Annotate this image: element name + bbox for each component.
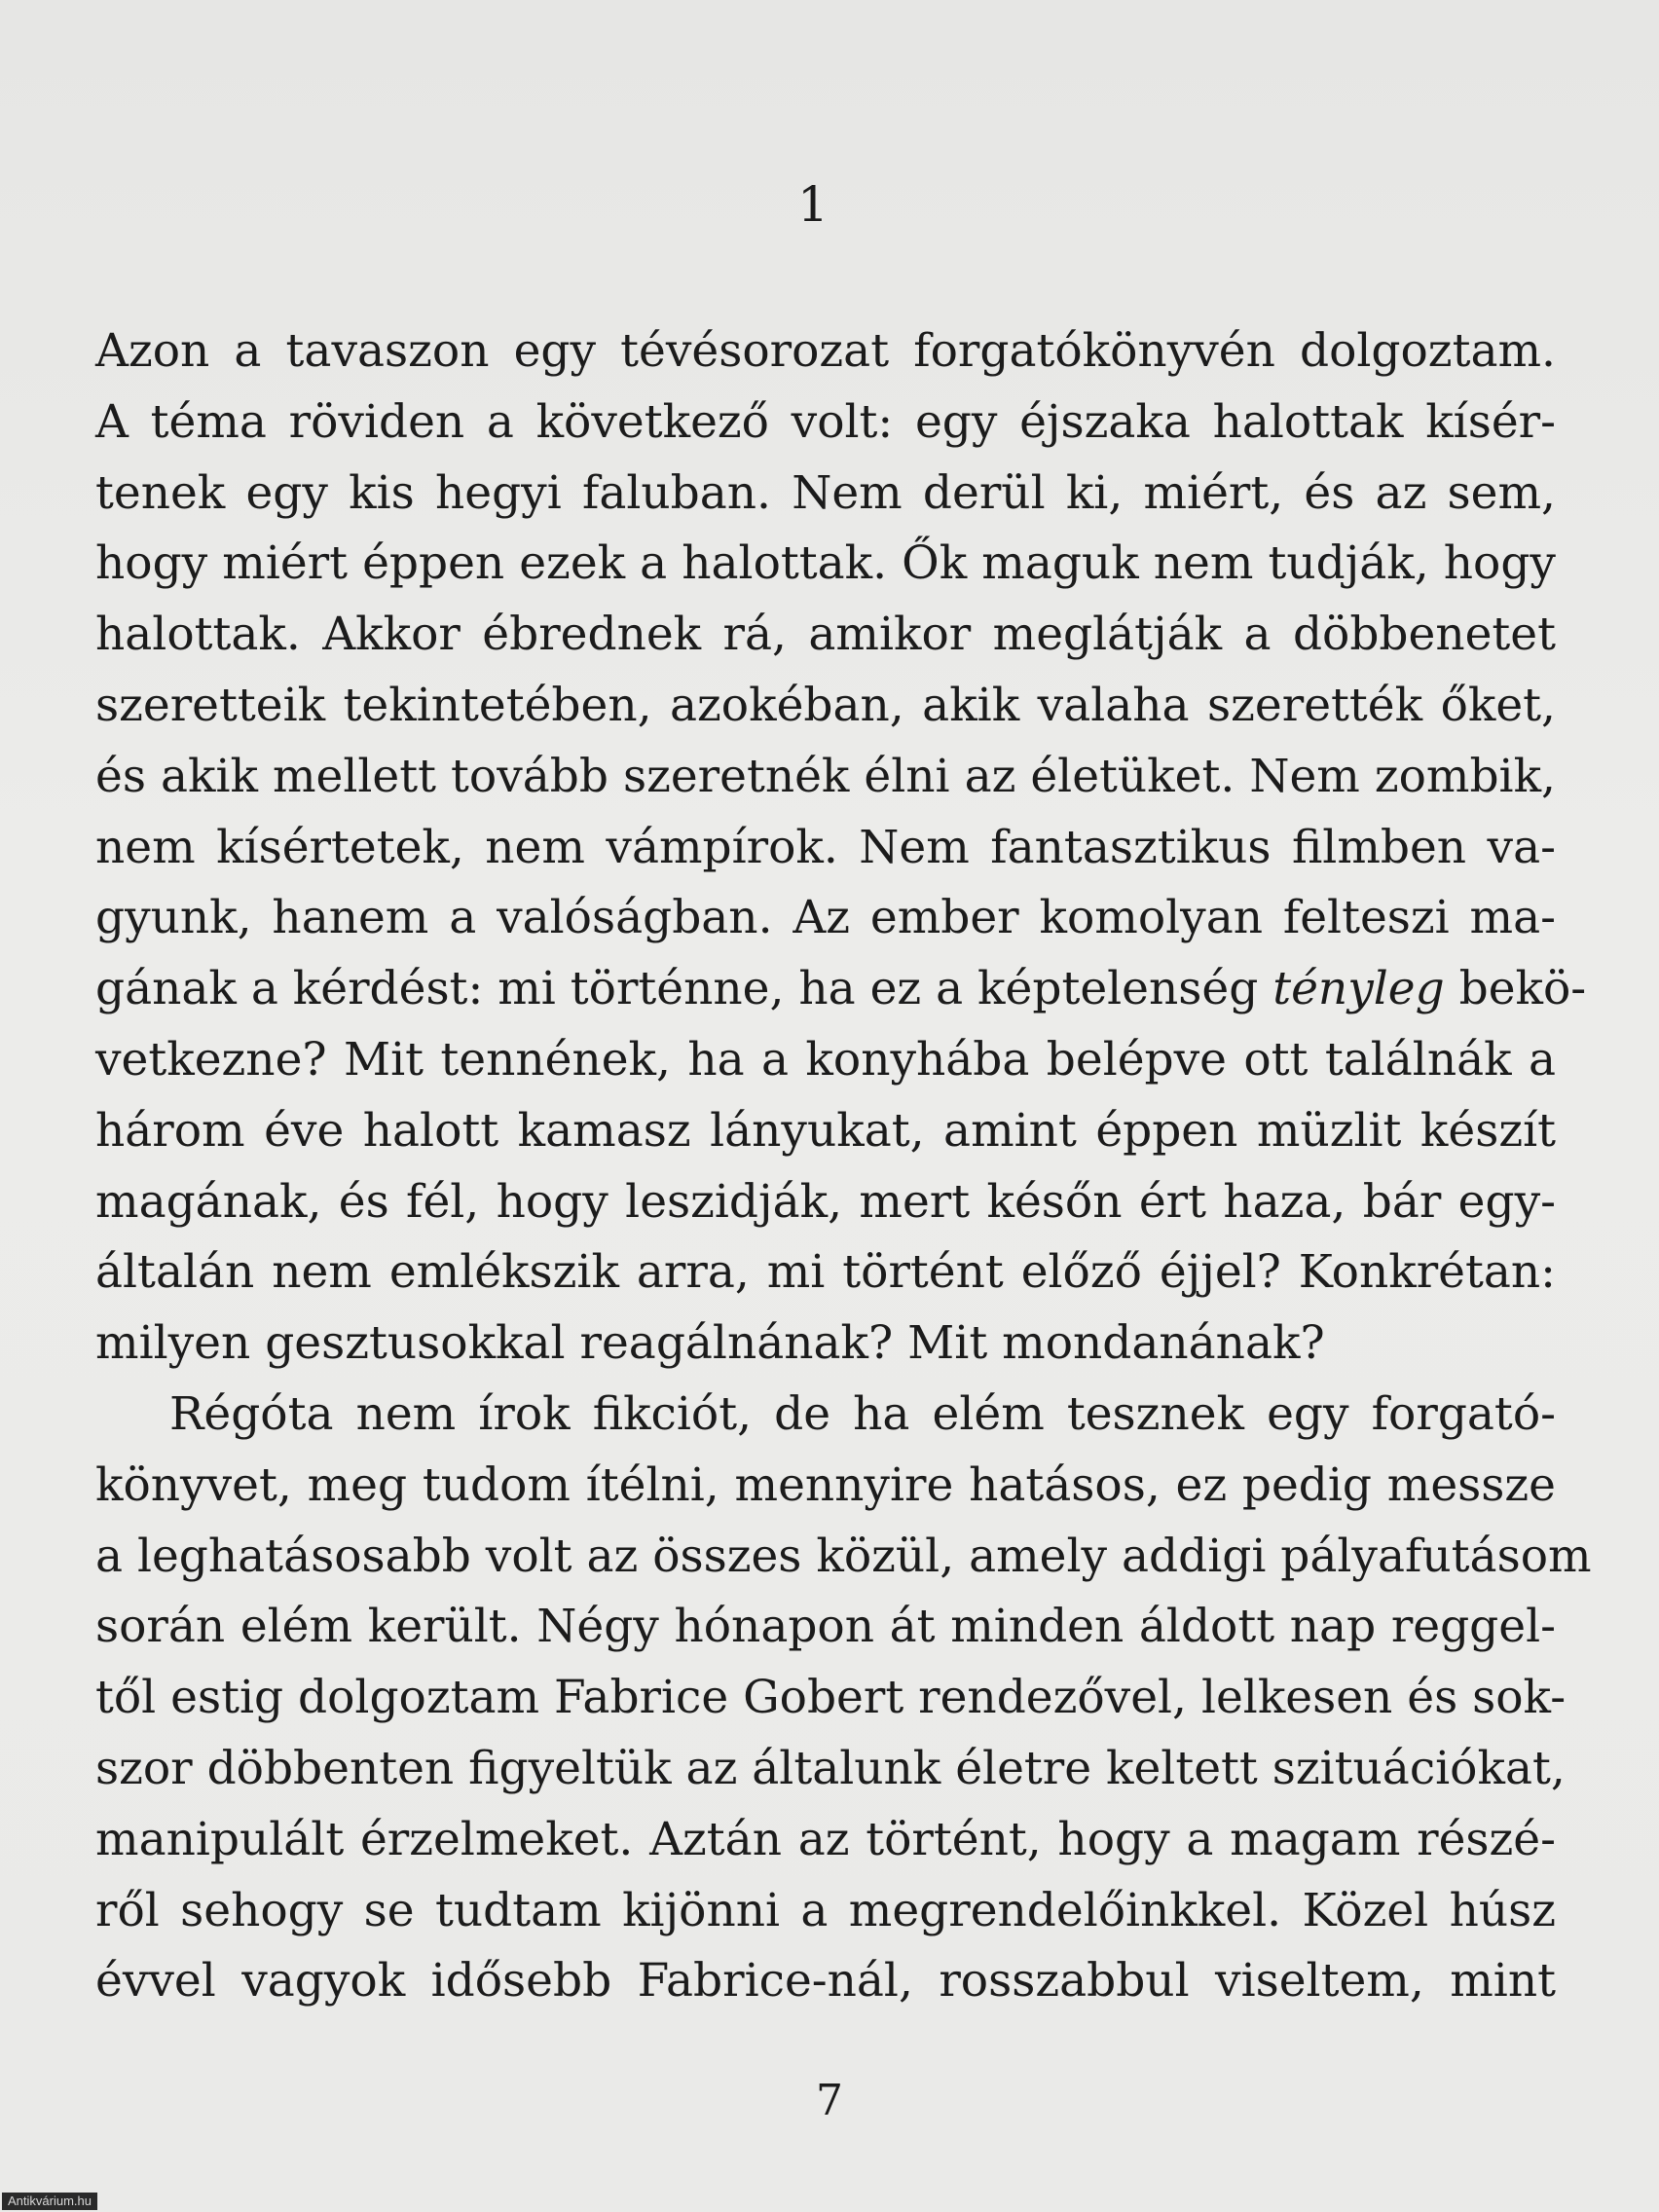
text-line: A téma röviden a következő volt: egy éjszaka halottak kísér- <box>95 394 1556 449</box>
text-line: évvel vagyok idősebb Fabrice-nál, rosszabbul viseltem, mint <box>95 1954 1556 2009</box>
text-line-with-emphasis <box>95 954 1587 1025</box>
text-line: hogy miért éppen ezek a halottak. Ők maguk nem tudják, hogy <box>95 536 1556 591</box>
body-text <box>95 316 1592 2017</box>
emphasized-word: tényleg <box>1272 962 1445 1016</box>
text-line: milyen gesztusokkal reagálnának? Mit mondanának? <box>95 1316 1325 1371</box>
text-line: vetkezne? Mit tennének, ha a konyhába belépve ott találnák a <box>95 1032 1556 1087</box>
text-segment: gának a kérdést: mi történne, ha ez a képtelenség <box>95 962 1273 1016</box>
text-line: től estig dolgoztam Fabrice Gobert rendezővel, lelkesen és sok- <box>95 1671 1567 1725</box>
text-segment: bekö- <box>1444 962 1587 1016</box>
text-line: Régóta nem írok fikciót, de ha elém tesznek egy forgató- <box>169 1386 1556 1441</box>
text-line: gyunk, hanem a valóságban. Az ember komolyan felteszi ma- <box>95 891 1556 945</box>
chapter-number: 1 <box>797 176 829 233</box>
text-line: ről sehogy se tudtam kijönni a megrendelőinkkel. Közel húsz <box>95 1883 1556 1937</box>
text-line: manipulált érzelmeket. Aztán az történt, hogy a magam részé- <box>95 1812 1556 1866</box>
text-line: a leghatásosabb volt az összes közül, amely addigi pályafutásom <box>95 1529 1592 1583</box>
page-number: 7 <box>816 2076 843 2125</box>
text-line: során elém került. Négy hónapon át minden áldott nap reggel- <box>95 1600 1556 1654</box>
text-line: magának, és fél, hogy leszidják, mert későn ért haza, bár egy- <box>95 1174 1556 1229</box>
text-line: szor döbbenten figyeltük az általunk életre keltett szituációkat, <box>95 1741 1566 1795</box>
text-line: nem kísértetek, nem vámpírok. Nem fantasztikus filmben va- <box>95 820 1556 874</box>
text-line: halottak. Akkor ébrednek rá, amikor meglátják a döbbenetet <box>95 608 1556 662</box>
text-line: könyvet, meg tudom ítélni, mennyire hatásos, ez pedig messze <box>95 1457 1556 1512</box>
text-line: tenek egy kis hegyi faluban. Nem derül ki, miért, és az sem, <box>95 465 1556 520</box>
text-line: és akik mellett tovább szeretnék élni az életüket. Nem zombik, <box>95 749 1556 803</box>
text-line: szeretteik tekintetében, azokéban, akik valaha szerették őket, <box>95 678 1556 732</box>
text-line: három éve halott kamasz lányukat, amint éppen müzlit készít <box>95 1103 1556 1158</box>
text-line: Azon a tavaszon egy tévésorozat forgatókönyvén dolgoztam. <box>95 324 1556 378</box>
watermark: Antikvárium.hu <box>2 2193 97 2210</box>
text-line: általán nem emlékszik arra, mi történt előző éjjel? Konkrétan: <box>95 1245 1556 1300</box>
